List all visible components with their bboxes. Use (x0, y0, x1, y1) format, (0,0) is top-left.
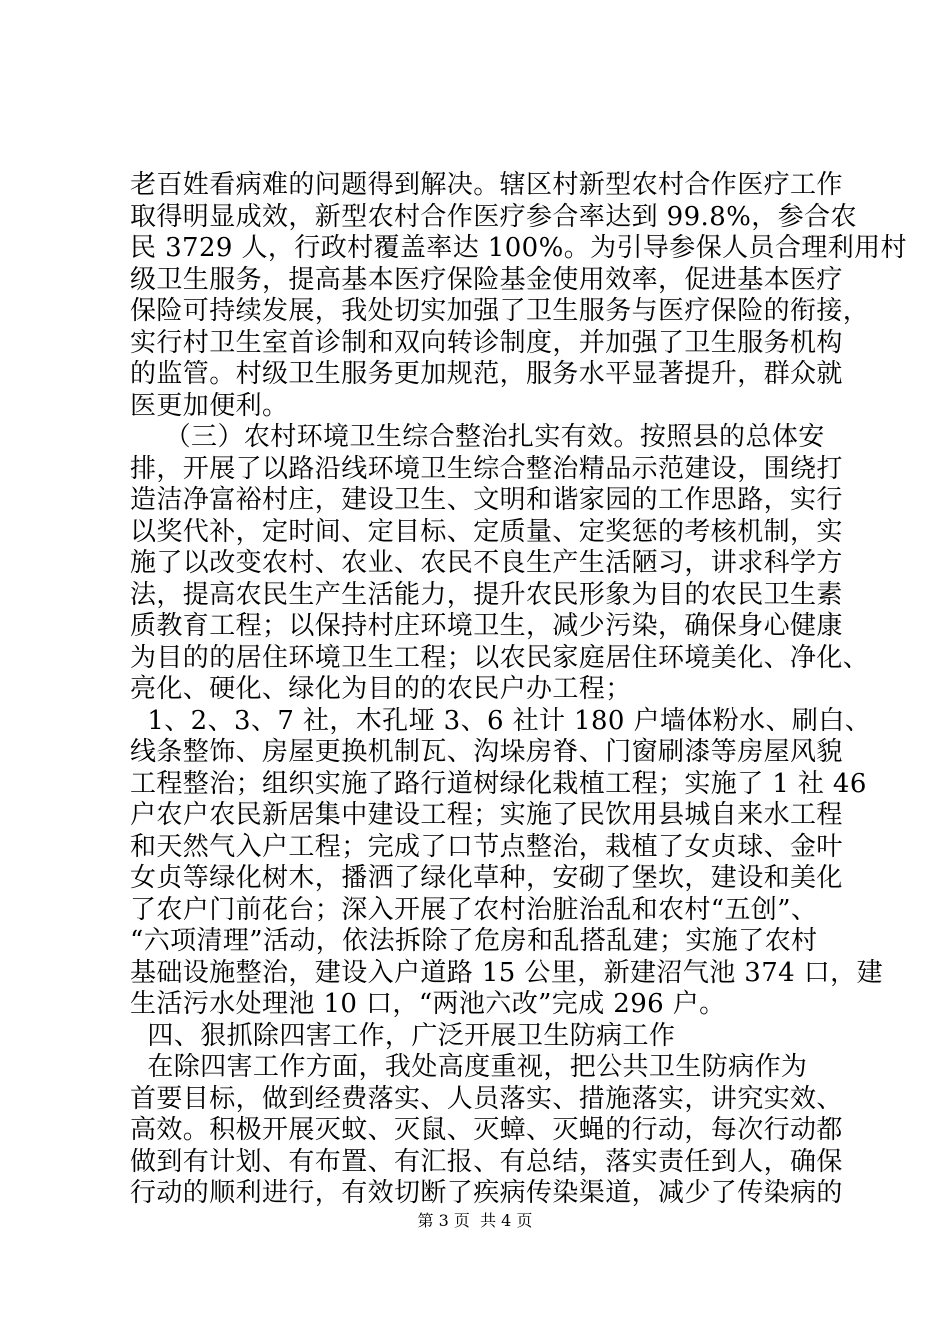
text-line: 造洁净富裕村庄，建设卫生、文明和谐家园的工作思路，实行 (130, 485, 843, 515)
text-line: 保险可持续发展，我处切实加强了卫生服务与医疗保险的衔接， (130, 296, 870, 326)
text-line: 实行村卫生室首诊制和双向转诊制度，并加强了卫生服务机构 (130, 327, 843, 358)
text-line: 为目的的居住环境卫生工程；以农民家庭居住环境美化、净化、 (130, 642, 870, 673)
text-line: 工程整治；组织实施了路行道树绿化栽植工程；实施了 1 社 46 (130, 768, 867, 799)
text-line: 1、2、3、7 社，木孔垭 3、6 社计 180 户墙体粉水、刷白、 (130, 705, 872, 736)
section-heading: 四、狠抓除四害工作，广泛开展卫生防病工作 (130, 1020, 676, 1051)
text-line: 在除四害工作方面，我处高度重视，把公共卫生防病作为 (130, 1052, 808, 1082)
text-line: 高效。积极开展灭蚊、灭鼠、灭蟑、灭蝇的行动，每次行动都 (130, 1115, 843, 1145)
text-line: 和天然气入户工程；完成了口节点整治，栽植了女贞球、金叶 (130, 831, 843, 862)
text-line: 了农户门前花台；深入开展了农村治脏治乱和农村“五创”、 (130, 894, 818, 925)
text-line: 行动的顺利进行，有效切断了疾病传染渠道，减少了传染病的 (130, 1178, 843, 1208)
text-line: “六项清理”活动，依法拆除了危房和乱搭乱建；实施了农村 (130, 926, 818, 956)
text-line: 生活污水处理池 10 口，“两池六改”完成 296 户。 (130, 989, 726, 1019)
text-line: 施了以改变农村、农业、农民不良生产生活陋习，讲求科学方 (130, 548, 843, 578)
text-line: 线条整饰、房屋更换机制瓦、沟垛房脊、门窗刷漆等房屋风貌 (130, 737, 843, 767)
text-line: 首要目标，做到经费落实、人员落实、措施落实，讲究实效、 (130, 1083, 843, 1114)
page-number-footer: 第 3 页 共 4 页 (417, 1211, 533, 1230)
text-line: 级卫生服务，提高基本医疗保险基金使用效率，促进基本医疗 (130, 264, 843, 295)
text-line: 女贞等绿化树木，播洒了绿化草种，安砌了堡坎，建设和美化 (130, 863, 843, 893)
text-line: 医更加便利。 (130, 390, 289, 421)
text-line: （三）农村环境卫生综合整治扎实有效。按照县的总体安 (130, 422, 825, 452)
text-line: 民 3729 人，行政村覆盖率达 100%。为引导参保人员合理利用村 (130, 233, 907, 263)
text-line: 老百姓看病难的问题得到解决。辖区村新型农村合作医疗工作 (130, 170, 843, 200)
text-line: 取得明显成效，新型农村合作医疗参合率达到 99.8%，参合农 (130, 201, 857, 232)
text-line: 法，提高农民生产生活能力，提升农民形象为目的农民卫生素 (130, 579, 843, 610)
text-line: 的监管。村级卫生服务更加规范，服务水平显著提升，群众就 (130, 359, 843, 389)
text-line: 以奖代补，定时间、定目标、定质量、定奖惩的考核机制，实 (130, 516, 843, 547)
text-line: 排，开展了以路沿线环境卫生综合整治精品示范建设，围绕打 (130, 453, 843, 484)
text-line: 做到有计划、有布置、有汇报、有总结，落实责任到人，确保 (130, 1146, 843, 1177)
body-text (130, 170, 907, 1210)
text-line: 质教育工程；以保持村庄环境卫生，减少污染，确保身心健康 (130, 611, 843, 641)
text-line: 户农户农民新居集中建设工程；实施了民饮用县城自来水工程 (130, 800, 843, 830)
text-line: 基础设施整治，建设入户道路 15 公里，新建沼气池 374 口，建 (130, 957, 883, 988)
text-line: 亮化、硬化、绿化为目的的农民户办工程； (130, 674, 632, 704)
